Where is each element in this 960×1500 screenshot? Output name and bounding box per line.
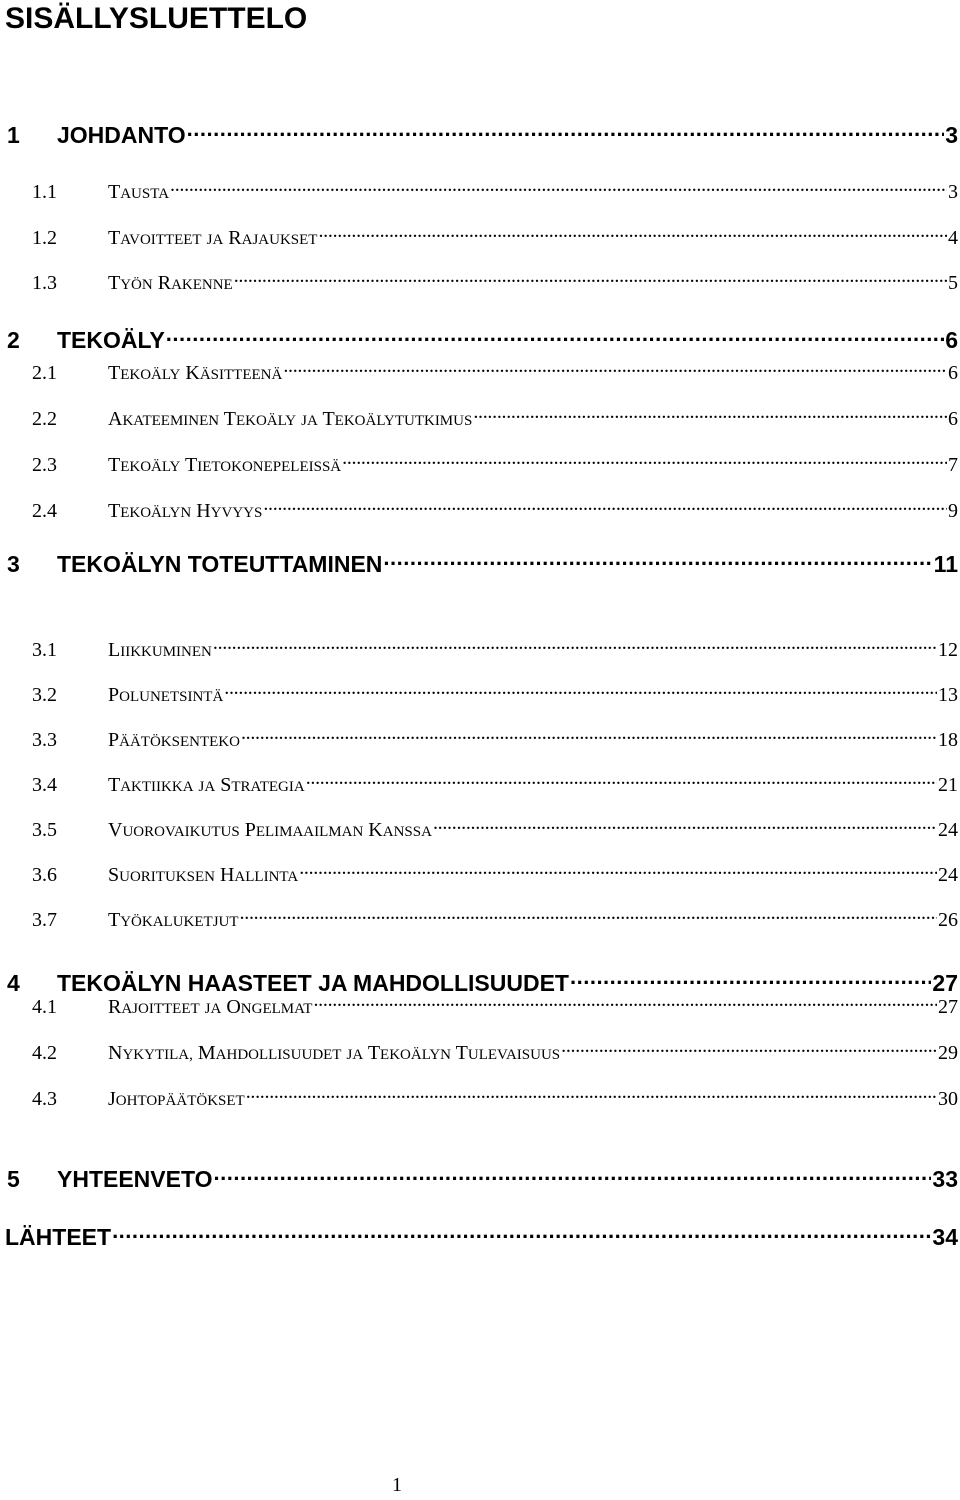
toc-entry-number: 3.7 (32, 909, 57, 931)
toc-dot-leader (306, 771, 937, 791)
toc-entry-title: JOHDANTO (57, 122, 186, 148)
toc-entry-page: 13 (938, 684, 958, 706)
toc-dot-leader (299, 861, 937, 881)
toc-entry-page: 3 (945, 122, 958, 148)
toc-entry-title: TEKOÄLY TIETOKONEPELEISSÄ (108, 454, 342, 476)
toc-entry-number: 3.6 (32, 864, 57, 886)
page-title: SISÄLLYSLUETTELO (5, 2, 308, 35)
toc-section-entry[interactable] (0, 906, 958, 932)
toc-entry-page: 9 (948, 500, 958, 522)
toc-section-entry[interactable] (0, 359, 958, 385)
toc-entry-page: 33 (932, 1166, 958, 1192)
page-number: 1 (392, 1474, 402, 1496)
toc-section-entry[interactable] (0, 451, 958, 477)
toc-entry-page: 30 (938, 1088, 958, 1110)
toc-entry-title: TAVOITTEET JA RAJAUKSET (108, 227, 318, 249)
toc-entry-title: VUOROVAIKUTUS PELIMAAILMAN KANSSA (108, 819, 432, 841)
toc-entry-page: 5 (948, 272, 958, 294)
toc-chapter-entry[interactable] (0, 1164, 958, 1194)
toc-section-entry[interactable] (0, 224, 958, 250)
toc-entry-number: 3 (7, 551, 20, 577)
toc-entry-page: 27 (932, 970, 958, 996)
toc-entry-page: 18 (938, 729, 958, 751)
toc-entry-title: JOHTOPÄÄTÖKSET (108, 1088, 245, 1110)
toc-dot-leader (561, 1039, 937, 1059)
toc-entry-title: TEKOÄLYN HYVYYS (108, 500, 263, 522)
toc-entry-title: YHTEENVETO (57, 1166, 213, 1192)
toc-section-entry[interactable] (0, 636, 958, 662)
toc-entry-title: SUORITUKSEN HALLINTA (108, 864, 299, 886)
toc-section-entry[interactable] (0, 681, 958, 707)
toc-chapter-entry[interactable] (0, 120, 958, 150)
toc-dot-leader (313, 993, 937, 1013)
toc-entry-page: 4 (948, 227, 958, 249)
toc-entry-page: 6 (948, 408, 958, 430)
toc-entry-title: TYÖN RAKENNE (108, 272, 233, 294)
toc-section-entry[interactable] (0, 816, 958, 842)
toc-chapter-entry[interactable] (0, 549, 958, 579)
toc-entry-page: 21 (938, 774, 958, 796)
toc-dot-leader (112, 1222, 931, 1245)
toc-entry-number: 2.4 (32, 500, 57, 522)
toc-dot-leader (213, 636, 937, 656)
toc-dot-leader (224, 681, 937, 701)
toc-chapter-entry[interactable] (0, 325, 958, 355)
toc-entry-title: TEKOÄLYN HAASTEET JA MAHDOLLISUUDET (57, 970, 569, 996)
toc-dot-leader (234, 269, 947, 289)
toc-section-entry[interactable] (0, 1085, 958, 1111)
toc-entry-number: 1.1 (32, 181, 57, 203)
toc-entry-number: 2.3 (32, 454, 57, 476)
toc-section-entry[interactable] (0, 405, 958, 431)
toc-entry-title: TEKOÄLY (57, 327, 165, 353)
toc-section-entry[interactable] (0, 726, 958, 752)
toc-section-entry[interactable] (0, 178, 958, 204)
toc-entry-title: AKATEEMINEN TEKOÄLY JA TEKOÄLYTUTKIMUS (108, 408, 473, 430)
toc-entry-number: 4.1 (32, 996, 57, 1018)
toc-entry-number: 2 (7, 327, 20, 353)
toc-section-entry[interactable] (0, 993, 958, 1019)
toc-dot-leader (187, 120, 945, 143)
toc-entry-page: 27 (938, 996, 958, 1018)
toc-entry-number: 2.1 (32, 362, 57, 384)
toc-dot-leader (342, 451, 947, 471)
toc-dot-leader (166, 325, 944, 348)
toc-dot-leader (433, 816, 937, 836)
toc-entry-number: 3.1 (32, 639, 57, 661)
toc-entry-title: POLUNETSINTÄ (108, 684, 224, 706)
toc-entry-page: 29 (938, 1042, 958, 1064)
toc-dot-leader (383, 549, 932, 572)
toc-entry-number: 2.2 (32, 408, 57, 430)
toc-entry-title: LÄHTEET (5, 1224, 112, 1250)
toc-dot-leader (473, 405, 947, 425)
toc-entry-title: TAKTIIKKA JA STRATEGIA (108, 774, 305, 796)
toc-entry-title: TEKOÄLY KÄSITTEENÄ (108, 362, 283, 384)
toc-entry-number: 1.3 (32, 272, 57, 294)
toc-dot-leader (240, 906, 937, 926)
toc-entry-page: 7 (948, 454, 958, 476)
toc-dot-leader (318, 224, 947, 244)
toc-entry-title: RAJOITTEET JA ONGELMAT (108, 996, 313, 1018)
toc-entry-page: 11 (933, 551, 958, 577)
toc-entry-page: 34 (932, 1224, 958, 1250)
toc-entry-title: PÄÄTÖKSENTEKO (108, 729, 240, 751)
toc-dot-leader (246, 1085, 937, 1105)
toc-entry-number: 4.3 (32, 1088, 57, 1110)
toc-section-entry[interactable] (0, 771, 958, 797)
toc-entry-page: 12 (938, 639, 958, 661)
toc-entry-number: 1.2 (32, 227, 57, 249)
toc-entry-title: LIIKKUMINEN (108, 639, 212, 661)
toc-entry-number: 5 (7, 1166, 20, 1192)
toc-section-entry[interactable] (0, 269, 958, 295)
toc-entry-number: 4 (7, 970, 20, 996)
toc-dot-leader (570, 968, 931, 991)
toc-entry-number: 3.2 (32, 684, 57, 706)
toc-dot-leader (263, 497, 947, 517)
toc-dot-leader (214, 1164, 932, 1187)
toc-entry-page: 6 (948, 362, 958, 384)
toc-entry-page: 26 (938, 909, 958, 931)
toc-entry-page: 6 (945, 327, 958, 353)
toc-section-entry[interactable] (0, 1039, 958, 1065)
toc-entry-page: 24 (938, 864, 958, 886)
toc-entry-page: 3 (948, 181, 958, 203)
toc-entry-title: NYKYTILA, MAHDOLLISUUDET JA TEKOÄLYN TULEVAISUUS (108, 1042, 561, 1064)
toc-dot-leader (170, 178, 947, 198)
toc-entry-number: 3.5 (32, 819, 57, 841)
toc-entry-title: TAUSTA (108, 181, 170, 203)
toc-entry-title: TYÖKALUKETJUT (108, 909, 239, 931)
toc-section-entry[interactable] (0, 497, 958, 523)
toc-entry-number: 1 (7, 122, 20, 148)
toc-dot-leader (241, 726, 937, 746)
toc-entry-number: 3.4 (32, 774, 57, 796)
toc-dot-leader (283, 359, 947, 379)
toc-section-entry[interactable] (0, 861, 958, 887)
toc-entry-title: TEKOÄLYN TOTEUTTAMINEN (57, 551, 383, 577)
toc-entry-number: 4.2 (32, 1042, 57, 1064)
toc-entry-page: 24 (938, 819, 958, 841)
toc-entry-number: 3.3 (32, 729, 57, 751)
toc-chapter-entry[interactable] (0, 1222, 958, 1252)
